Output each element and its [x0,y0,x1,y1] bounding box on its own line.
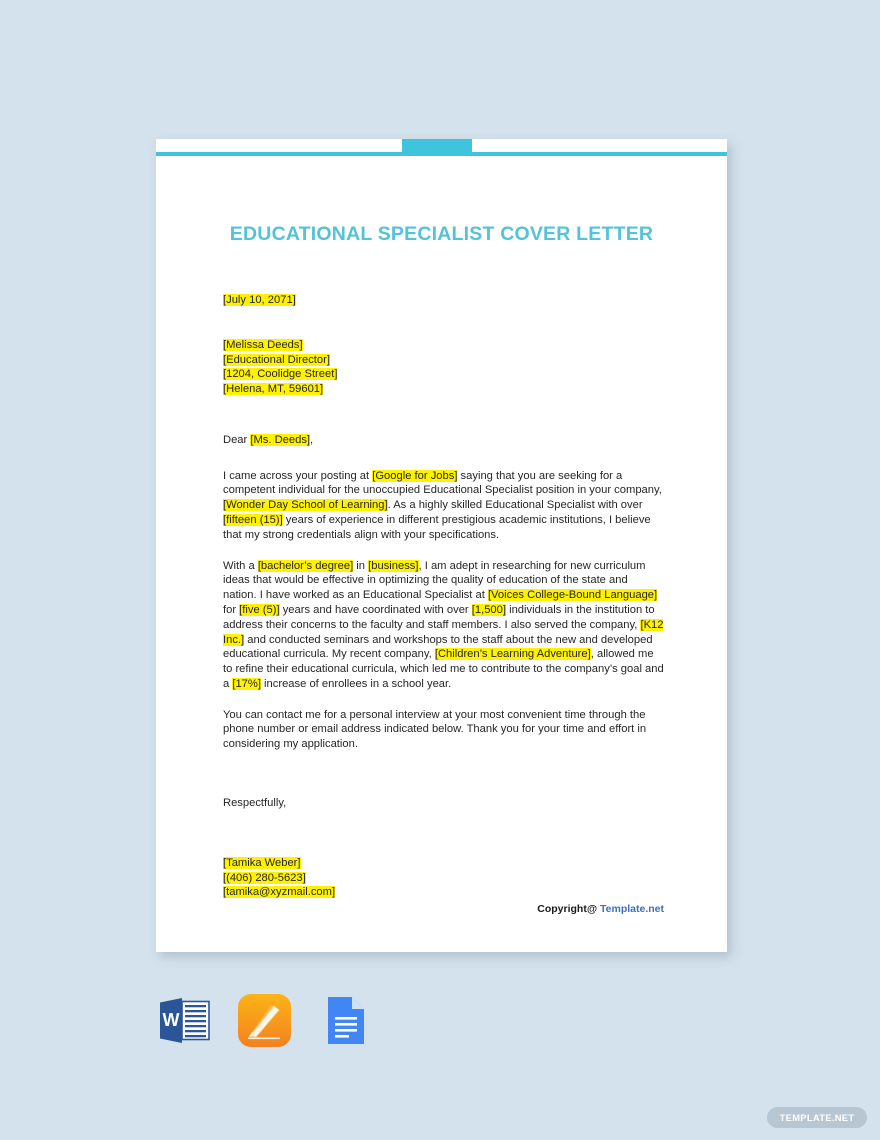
p1-highlight-years: [fifteen (15)] [223,514,283,527]
closing-line: Respectfully, [223,796,287,809]
header-accent-tab [402,139,472,155]
p2-text-4: for [223,603,240,616]
p2-highlight-recent-company: [Children’s Learning Adventure] [434,648,591,661]
p1-highlight-company: [Wonder Day School of Learning] [223,499,388,512]
date-value: [July 10, 2071] [223,294,296,306]
google-docs-icon[interactable] [316,992,373,1049]
sender-email: [tamika@xyzmail.com] [223,886,336,899]
spacer-after-salutation [223,448,664,469]
p2-text-6: individuals in the institution to address their concerns to the faculty and staff members. I also served the company, [223,603,655,631]
p1-text-1: I came across your posting at [223,469,373,482]
salutation [223,433,664,448]
spacer-before-signature [223,811,664,856]
p1-text-4: years of experience in different prestigious academic institutions, I believe that my strong credentials align with your specifications. [223,514,651,541]
p2-text-1: With a [223,559,258,572]
recipient-name: [Melissa Deeds] [223,338,303,351]
spacer-after-paragraph-1 [223,543,664,559]
letter-date [223,293,664,308]
recipient-position: [Educational Director] [223,353,330,366]
body-paragraph-2 [223,559,664,692]
p2-text-5: years and have coordinated with over [279,603,472,616]
p2-text-3: , I am adept in researching for new curriculum ideas that would be effective in optimizing the quality of education of the state and nation. I have worked as an Educational Specialist at [223,559,646,602]
salutation-name: [Ms. Deeds] [250,433,311,446]
sender-phone: [(406) 280-5623] [223,871,306,884]
p2-highlight-percent: [17%] [232,677,261,690]
sender-block [223,856,664,900]
file-format-icons [156,990,386,1050]
page-title: EDUCATIONAL SPECIALIST COVER LETTER [229,223,654,245]
p2-highlight-degree: [bachelor’s degree] [257,559,354,572]
document-header-band [156,139,727,156]
spacer-after-date [223,308,664,338]
svg-text:W: W [162,1009,180,1030]
copyright-brand-link[interactable]: Template.net [600,903,664,915]
p1-highlight-job-board: [Google for Jobs] [372,469,458,482]
body-paragraph-1 [223,469,664,543]
p2-text-9: increase of enrollees in a school year. [260,677,452,690]
p1-text-2: saying that you are seeking for a competent individual for the unoccupied Educational Specialist position in your company, [223,469,662,497]
spacer-after-address [223,397,664,433]
copyright-notice [537,903,664,915]
p2-highlight-field: [business] [368,559,419,572]
body-paragraph-3: You can contact me for a personal interview at your most convenient time through the phone number or email address indicated below. Thank you for your time and effort in considering my application. [223,708,647,751]
salutation-prefix: Dear [223,433,251,446]
sender-name: [Tamika Weber] [223,856,301,869]
recipient-address-block [223,338,664,397]
p2-highlight-employer: [Voices College-Bound Language] [487,589,658,602]
microsoft-word-icon[interactable] [156,992,213,1049]
p2-highlight-individuals: [1,500] [471,603,506,616]
p2-highlight-company-served: [K12 Inc.] [223,618,664,646]
spacer-before-closing [223,752,664,796]
p1-text-3: . As a highly skilled Educational Specialist with over [387,499,643,512]
recipient-street: [1204, Coolidge Street] [223,368,338,381]
p2-text-7: and conducted seminars and workshops to the staff about the new and developed educational curricula. My recent company, [223,633,653,661]
recipient-city: [Helena, MT, 59601] [223,383,324,396]
spacer-after-paragraph-2 [223,692,664,708]
p2-text-8: , allowed me to refine their educational curricula, which led me to contribute to the company’s goal and a [223,648,664,690]
p2-text-2: in [353,559,369,572]
document-page [156,139,727,952]
copyright-label: Copyright@ [537,903,598,915]
letter-body [156,293,727,900]
apple-pages-icon[interactable] [236,992,293,1049]
template-net-watermark: TEMPLATE.NET [767,1107,867,1128]
p2-highlight-tenure: [five (5)] [239,603,280,616]
salutation-suffix: , [310,433,314,446]
